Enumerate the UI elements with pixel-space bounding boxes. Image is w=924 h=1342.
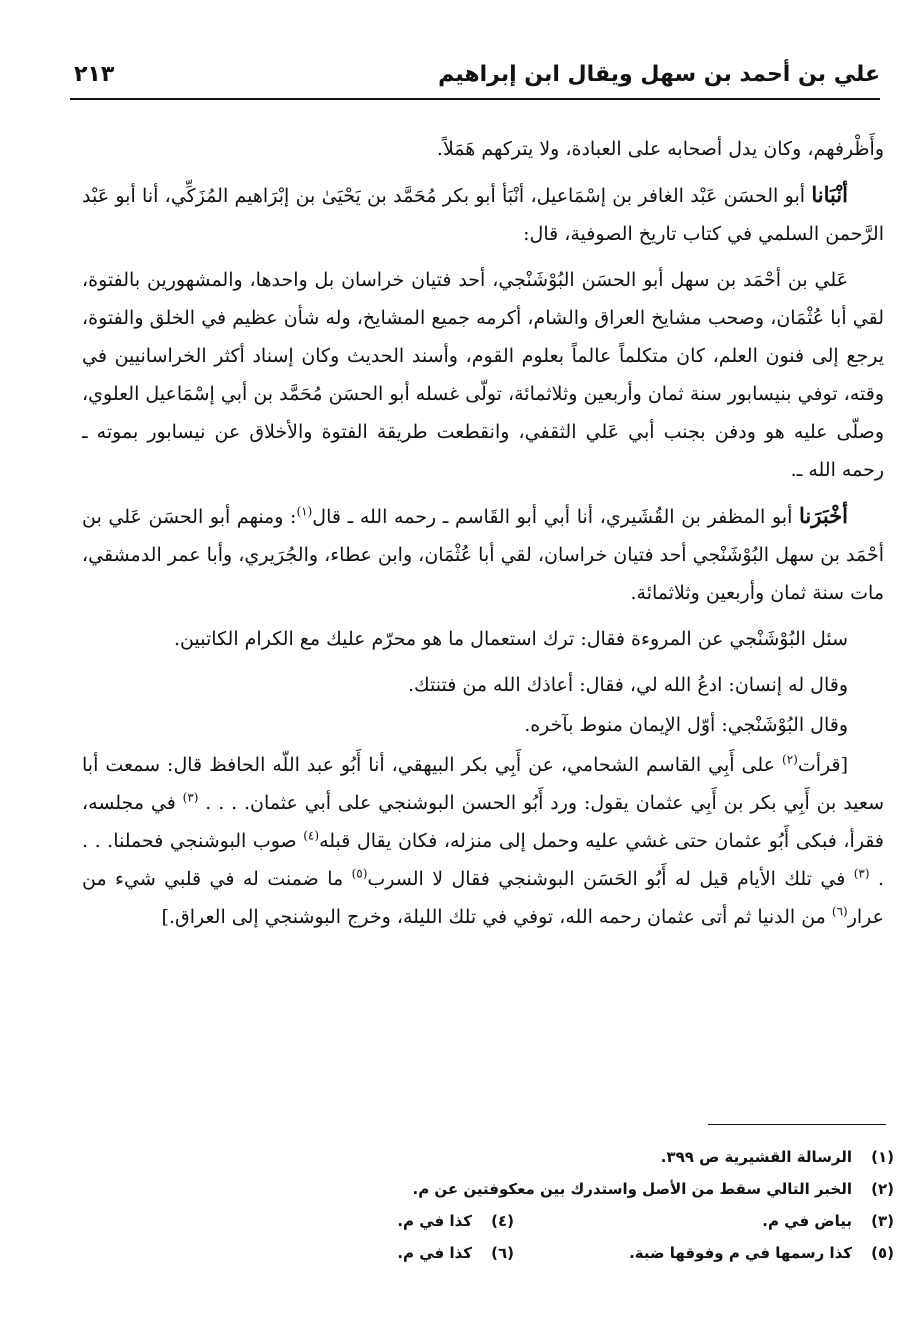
paragraph [82, 666, 884, 704]
footnote-row [150, 1206, 894, 1238]
paragraph-text: سئل البُوْشَنْجي عن المروءة فقال: ترك استعمال ما هو محرّم عليك مع الكرام الكاتبين. [174, 628, 848, 650]
paragraph [82, 620, 884, 658]
paragraph-text: من الدنيا ثم أتى عثمان رحمه الله، توفي في تلك الليلة، وخرج البوشنجي إلى العراق.] [161, 906, 832, 928]
footnote-ref: (٢) [782, 752, 798, 767]
running-header [70, 58, 880, 100]
footnote-text: الخبر التالي سقط من الأصل واستدرك بين معكوفتين عن م. [412, 1180, 852, 1198]
paragraph [82, 706, 884, 744]
paragraph [82, 497, 884, 612]
footnote-separator [708, 1124, 886, 1125]
footnote-row [150, 1142, 894, 1174]
page-number: ٢١٣ [74, 62, 115, 87]
footnote-number: (١) [871, 1148, 894, 1166]
paragraph [82, 261, 884, 489]
footnote [397, 1212, 514, 1230]
footnote [413, 1180, 895, 1198]
paragraph-text: على أَبِي القاسم الشحامي، عن أَبِي بكر البيهقي، أنا أَبُو عبد اللّه الحافظ قال: سمعت أبا سعيد بن أَبِي بكر بن أَبِي عثمان يقول: ورد أَبُو الحسن البوشنجي على أبي عثمان. . . . [82, 754, 884, 814]
paragraph-text: أبو المظفر بن القُشَيري، أنا أبي أبو القَاسم ـ رحمه الله ـ قال [312, 506, 800, 528]
footnotes [150, 1142, 894, 1270]
running-title: علي بن أحمد بن سهل ويقال ابن إبراهيم [438, 62, 880, 87]
footnote [629, 1244, 894, 1262]
paragraph-text: ما ضمنت له في قلبي شيء من عرار [82, 868, 884, 928]
footnote-number: (٣) [871, 1212, 894, 1230]
footnote-text: كذا في م. [397, 1244, 472, 1262]
bracketed-paragraph [82, 746, 884, 936]
paragraph-text: [قرأت [797, 754, 848, 776]
paragraph-text: في مجلسه، فقرأ، فبكى أَبُو عثمان حتى غشي عليه وحمل إلى منزله، فكان يقال قبله [82, 792, 884, 852]
paragraph [82, 130, 884, 168]
footnote-row [150, 1174, 894, 1206]
footnote-number: (٥) [871, 1244, 894, 1262]
footnote-row [150, 1238, 894, 1270]
footnote-ref: (٣) [182, 790, 199, 805]
footnote-number: (٢) [871, 1180, 894, 1198]
paragraph-text: : ومنهم أبو الحسَن عَلي بن أحْمَد بن سهل البُوْشَنْجي أحد فتيان خراسان، لقي أبا عُثْمَان، وابن عطاء، والجُرَيري، وأبا عمر الدمشقي، مات سنة ثمان وأربعين وثلاثمائة. [82, 506, 884, 604]
footnote-ref: (٦) [831, 904, 848, 919]
footnote-text: كذا رسمها في م وفوقها ضبة. [629, 1244, 852, 1262]
paragraph-text: وقال له إنسان: ادعُ الله لي، فقال: أعاذك الله من فتنتك. [408, 674, 848, 696]
footnote-text: كذا في م. [397, 1212, 472, 1230]
paragraph [82, 176, 884, 253]
footnote-ref: (٣) [853, 866, 870, 881]
footnote-ref: (٥) [351, 866, 368, 881]
footnote-ref: (١) [296, 504, 313, 519]
paragraph-text: صوب البوشنجي فحملنا. . . . [82, 830, 884, 890]
paragraph-text: وقال البُوْشَنْجي: أوّل الإيمان منوط بآخره. [524, 714, 848, 736]
paragraph-text: أبو الحسَن عَبْد الغافر بن إسْمَاعيل، أنْبَأ أبو بكر مُحَمَّد بن يَحْيَىٰ بن إبْرَاهيم المُزَكِّي، أنا أبو عَبْد الرَّحمن السلمي في كتاب تاريخ الصوفية، قال: [82, 185, 884, 245]
paragraph-text: عَلي بن أحْمَد بن سهل أبو الحسَن البُوْشَنْجي، أحد فتيان خراسان بل واحدها، والمشهورين بالفتوة، لقي أبا عُثْمَان، وصحب مشايخ العراق والشام، أكرمه جميع المشايخ، وله شأن عظيم في الخلق والفتوة، يرجع إلى فنون العلم، كان متكلماً عالماً بعلوم القوم، وأسند الحديث وكان إسناد أكثر الخراسانيين في وقته، توفي بنيسابور سنة ثمان وأربعين وثلاثمائة، تولّى غسله أبو الحسَن مُحَمَّد بن أبي إسْمَاعيل العلوي، وصلّى عليه هو ودفن بجنب أبي عَلي الثقفي، وانقطعت طريقة الفتوة والأخلاق عن نيسابور بموته ـ رحمه الله ـ. [82, 269, 884, 481]
paragraph-text: وأَظْرفهم، وكان يدل أصحابه على العبادة، ولا يتركهم هَمَلاً. [436, 138, 884, 160]
footnote-text: الرسالة القشيرية ص ٣٩٩. [660, 1148, 852, 1166]
footnote [762, 1212, 894, 1230]
main-text [82, 130, 884, 944]
footnote-number: (٤) [491, 1212, 514, 1230]
footnote-number: (٦) [491, 1244, 514, 1262]
footnote-text: بياض في م. [762, 1212, 852, 1230]
paragraph-text: في تلك الأيام قيل له أَبُو الحَسَن البوشنجي فقال لا السرب [367, 868, 854, 890]
footnote [397, 1244, 514, 1262]
chain-keyword: أنْبَانا [811, 182, 848, 207]
footnote-ref: (٤) [303, 828, 320, 843]
footnote [661, 1148, 894, 1166]
chain-keyword: أخْبَرَنا [799, 503, 848, 528]
